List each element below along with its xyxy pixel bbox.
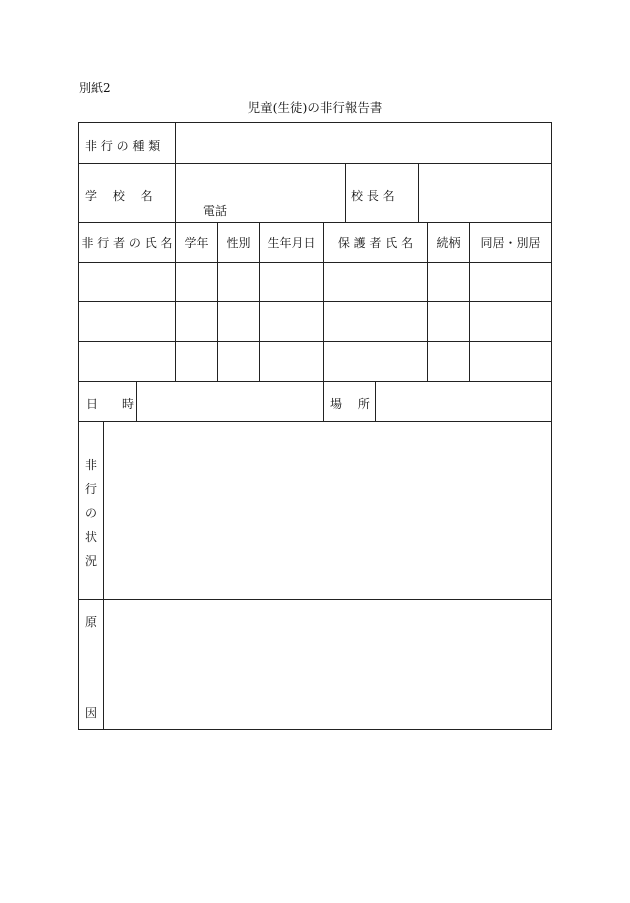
cause-row [79,600,551,729]
header-gender: 性別 [218,223,260,262]
phone-label: 電話 [203,204,228,218]
school-label: 学 校 名 [85,189,153,203]
living-cell[interactable] [470,263,551,301]
situation-field[interactable] [104,422,551,599]
header-living: 同居・別居 [480,236,541,250]
principal-label: 校 長 名 [351,189,395,203]
delinquency-type-field[interactable] [176,123,551,163]
living-cell[interactable] [470,342,551,381]
situation-char: 行 [84,482,97,496]
gender-cell[interactable] [218,342,260,381]
gender-cell[interactable] [218,263,260,301]
offender-name-cell[interactable] [79,263,176,301]
school-name-field[interactable] [176,164,346,222]
table-row [79,302,551,342]
datetime-label: 日 時 [86,397,135,411]
table-row [79,263,551,302]
situation-char: 況 [84,554,97,568]
cause-char-bottom: 因 [84,706,97,720]
delinquency-type-label: 非 行 の 種 類 [85,139,161,153]
offender-name-cell[interactable] [79,342,176,381]
datetime-field[interactable] [137,382,324,421]
header-guardian-name: 保 護 者 氏 名 [324,223,428,262]
school-row [79,164,551,223]
header-grade: 学年 [176,223,218,262]
living-cell[interactable] [470,302,551,341]
annex-label: 別紙2 [79,81,111,95]
header-offender-name: 非 行 者 の 氏 名 [79,223,176,262]
delinquency-type-label-cell [79,123,176,163]
datetime-label-cell [79,382,137,421]
relationship-cell[interactable] [428,342,470,381]
birth-date-cell[interactable] [260,342,324,381]
situation-char: 非 [84,458,97,472]
table-row [79,342,551,382]
offender-header-row [79,223,551,263]
place-field[interactable] [376,382,551,421]
relationship-cell[interactable] [428,302,470,341]
gender-cell[interactable] [218,302,260,341]
guardian-name-cell[interactable] [324,302,428,341]
principal-label-cell [346,164,419,222]
situation-char: 状 [84,530,97,544]
grade-cell[interactable] [176,342,218,381]
document-title: 児童(生徒)の非行報告書 [247,100,383,115]
cause-char-top: 原 [84,615,97,629]
guardian-name-cell[interactable] [324,342,428,381]
place-label-cell [324,382,376,421]
header-birth-date: 生年月日 [260,223,324,262]
guardian-name-cell[interactable] [324,263,428,301]
cause-field[interactable] [104,600,551,729]
school-label-cell [79,164,176,222]
relationship-cell[interactable] [428,263,470,301]
situation-label-cell [79,422,104,599]
delinquency-type-row [79,123,551,164]
principal-name-field[interactable] [419,164,551,222]
datetime-place-row [79,382,551,422]
birth-date-cell[interactable] [260,302,324,341]
situation-row [79,422,551,600]
place-label: 場 所 [330,397,370,411]
cause-label-cell [79,600,104,729]
header-relationship: 続柄 [428,223,470,262]
birth-date-cell[interactable] [260,263,324,301]
grade-cell[interactable] [176,302,218,341]
grade-cell[interactable] [176,263,218,301]
report-form [78,122,552,730]
situation-char: の [84,506,97,520]
offender-name-cell[interactable] [79,302,176,341]
